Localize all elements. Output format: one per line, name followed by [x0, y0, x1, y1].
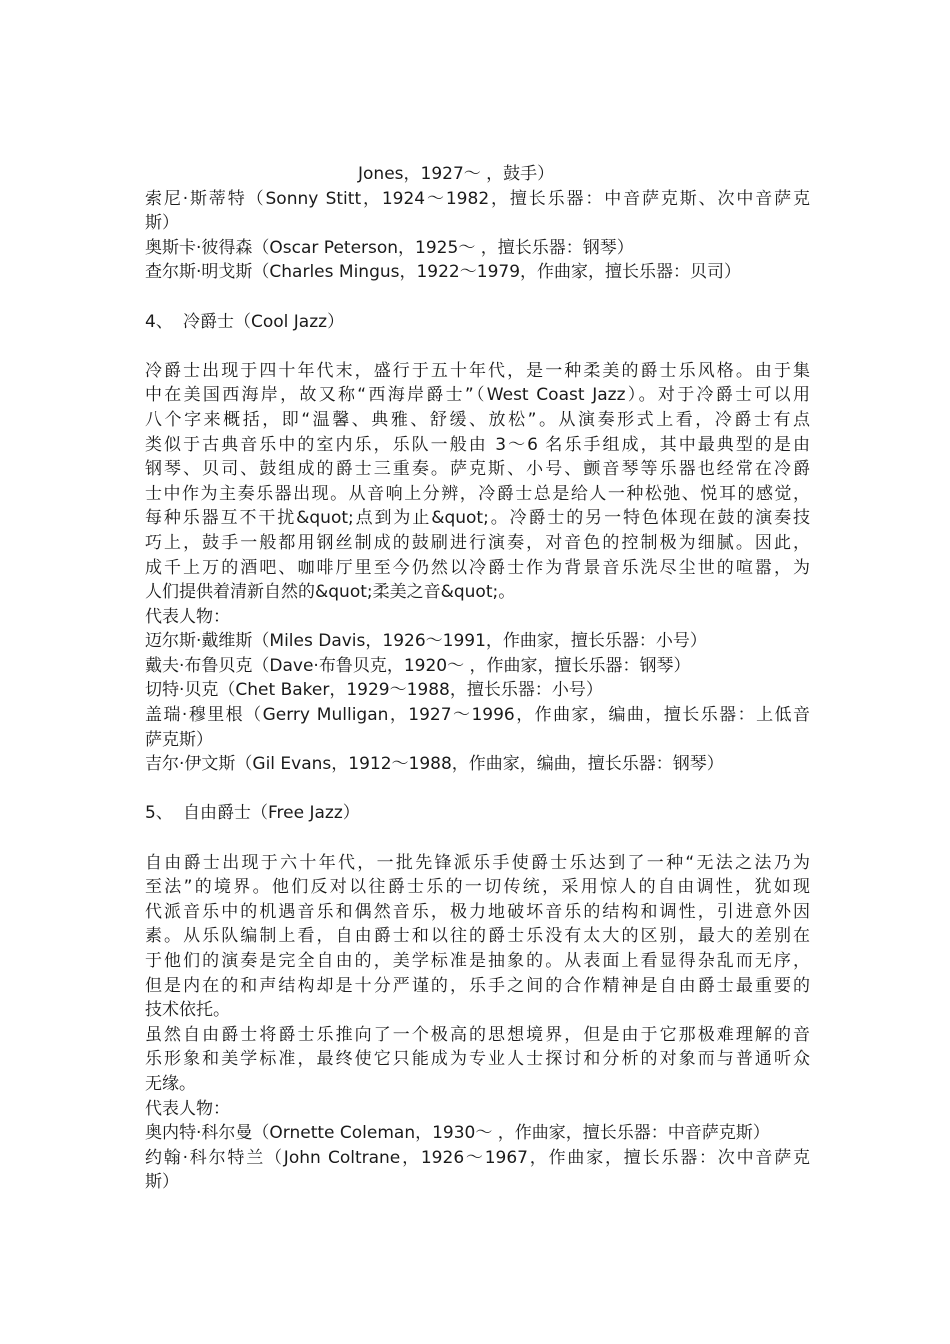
- representative-item: 约翰·科尔特兰（John Coltrane，1926～1967，作曲家，擅长乐器：次中音萨克: [145, 1147, 810, 1168]
- paragraph-line: 代派音乐中的机遇音乐和偶然音乐，极力地破坏音乐的结构和调性，引进意外因: [145, 901, 810, 922]
- paragraph-line: 成千上万的酒吧、咖啡厅里至今仍然以冷爵士作为背景音乐洗尽尘世的喧嚣，为: [145, 557, 810, 578]
- paragraph-line: 冷爵士出现于四十年代末，盛行于五十年代，是一种柔美的爵士乐风格。由于集: [145, 360, 810, 381]
- paragraph-line: 素。从乐队编制上看，自由爵士和以往的爵士乐没有太大的区别，最大的差别在: [145, 926, 810, 947]
- paragraph-line: 巧上，鼓手一般都用钢丝制成的鼓刷进行演奏，对音色的控制极为细腻。因此，: [145, 532, 810, 553]
- continued-line: 斯）: [145, 213, 179, 234]
- spacer: [145, 334, 810, 359]
- section-heading-free-jazz: [145, 801, 810, 826]
- paragraph-line: 于他们的演奏是完全自由的，美学标准是抽象的。从表面上看显得杂乱而无序，: [145, 951, 810, 971]
- paragraph-line: 技术依托。: [145, 1000, 230, 1021]
- spacer: [145, 285, 810, 310]
- representative-item: 迈尔斯·戴维斯（Miles Davis，1926～1991，作曲家，擅长乐器：小号）: [145, 631, 707, 652]
- paragraph-cool-jazz: [145, 359, 810, 605]
- paragraph-line: 无缘。: [145, 1073, 196, 1094]
- representative-item: 萨克斯）: [145, 729, 213, 750]
- paragraph-line: 人们提供着清新自然的&quot;柔美之音&quot;。: [145, 582, 516, 603]
- paragraph-line: 自由爵士出现于六十年代，一批先锋派乐手使爵士乐达到了一种“无法之法乃为: [145, 852, 810, 873]
- representatives-label: 代表人物：: [145, 606, 230, 627]
- continued-line: 索尼·斯蒂特（Sonny Stitt，1924～1982，擅长乐器：中音萨克斯、次中音萨克: [145, 188, 810, 209]
- paragraph-line: 乐形象和美学标准，最终使它只能成为专业人士探讨和分析的对象而与普通听众: [145, 1049, 810, 1070]
- document-content: [145, 162, 810, 1195]
- paragraph-line: 类似于古典音乐中的室内乐，乐队一般由 3～6 名乐手组成，其中最典型的是由: [145, 434, 810, 455]
- paragraph-line: 但是内在的和声结构却是十分严谨的，乐手之间的合作精神是自由爵士最重要的: [145, 975, 810, 996]
- paragraph-free-jazz: [145, 851, 810, 1097]
- representative-item: 吉尔·伊文斯（Gil Evans，1912～1988，作曲家，编曲，擅长乐器：钢琴）: [145, 754, 724, 775]
- section-title: 自由爵士（Free Jazz）: [183, 803, 360, 824]
- continued-line: Jones，1927～ ，鼓手）: [358, 164, 555, 184]
- paragraph-line: 中在美国西海岸，故又称“西海岸爵士”（West Coast Jazz）。对于冷爵士可以用: [145, 385, 810, 406]
- paragraph-line: 虽然自由爵士将爵士乐推向了一个极高的思想境界，但是由于它那极难理解的音: [145, 1024, 810, 1045]
- section-title: 冷爵士（Cool Jazz）: [183, 311, 345, 332]
- paragraph-line: 至法”的境界。他们反对以往爵士乐的一切传统，采用惊人的自由调性，犹如现: [145, 877, 810, 898]
- paragraph-line: 八个字来概括，即“温馨、典雅、舒缓、放松”。从演奏形式上看，冷爵士有点: [145, 409, 810, 430]
- representative-item: 戴夫·布鲁贝克（Dave·布鲁贝克，1920～ ，作曲家，擅长乐器：钢琴）: [145, 655, 691, 676]
- paragraph-line: 每种乐器互不干扰&quot;点到为止&quot;。冷爵士的另一特色体现在鼓的演奏技: [145, 508, 810, 529]
- section-number: 4、: [145, 311, 173, 332]
- continued-line: 奥斯卡·彼得森（Oscar Peterson，1925～ ，擅长乐器：钢琴）: [145, 237, 634, 258]
- continued-line: 查尔斯·明戈斯（Charles Mingus，1922～1979，作曲家，擅长乐器：贝司）: [145, 262, 742, 283]
- section-number: 5、: [145, 803, 173, 824]
- spacer: [145, 826, 810, 851]
- representative-item: 斯）: [145, 1172, 179, 1193]
- spacer: [145, 777, 810, 802]
- representatives-label: 代表人物：: [145, 1098, 230, 1119]
- paragraph-line: 士中作为主奏乐器出现。从音响上分辨，冷爵士总是给人一种松弛、悦耳的感觉，: [145, 483, 810, 504]
- representative-item: 奥内特·科尔曼（Ornette Coleman，1930～ ，作曲家，擅长乐器：中音萨克斯）: [145, 1123, 770, 1144]
- representative-item: 盖瑞·穆里根（Gerry Mulligan，1927～1996，作曲家，编曲，擅长乐器：上低音: [145, 705, 810, 726]
- representative-item: 切特·贝克（Chet Baker，1929～1988，擅长乐器：小号）: [145, 680, 603, 701]
- paragraph-line: 钢琴、贝司、鼓组成的爵士三重奏。萨克斯、小号、颤音琴等乐器也经常在冷爵: [145, 459, 810, 480]
- section-heading-cool-jazz: [145, 310, 810, 335]
